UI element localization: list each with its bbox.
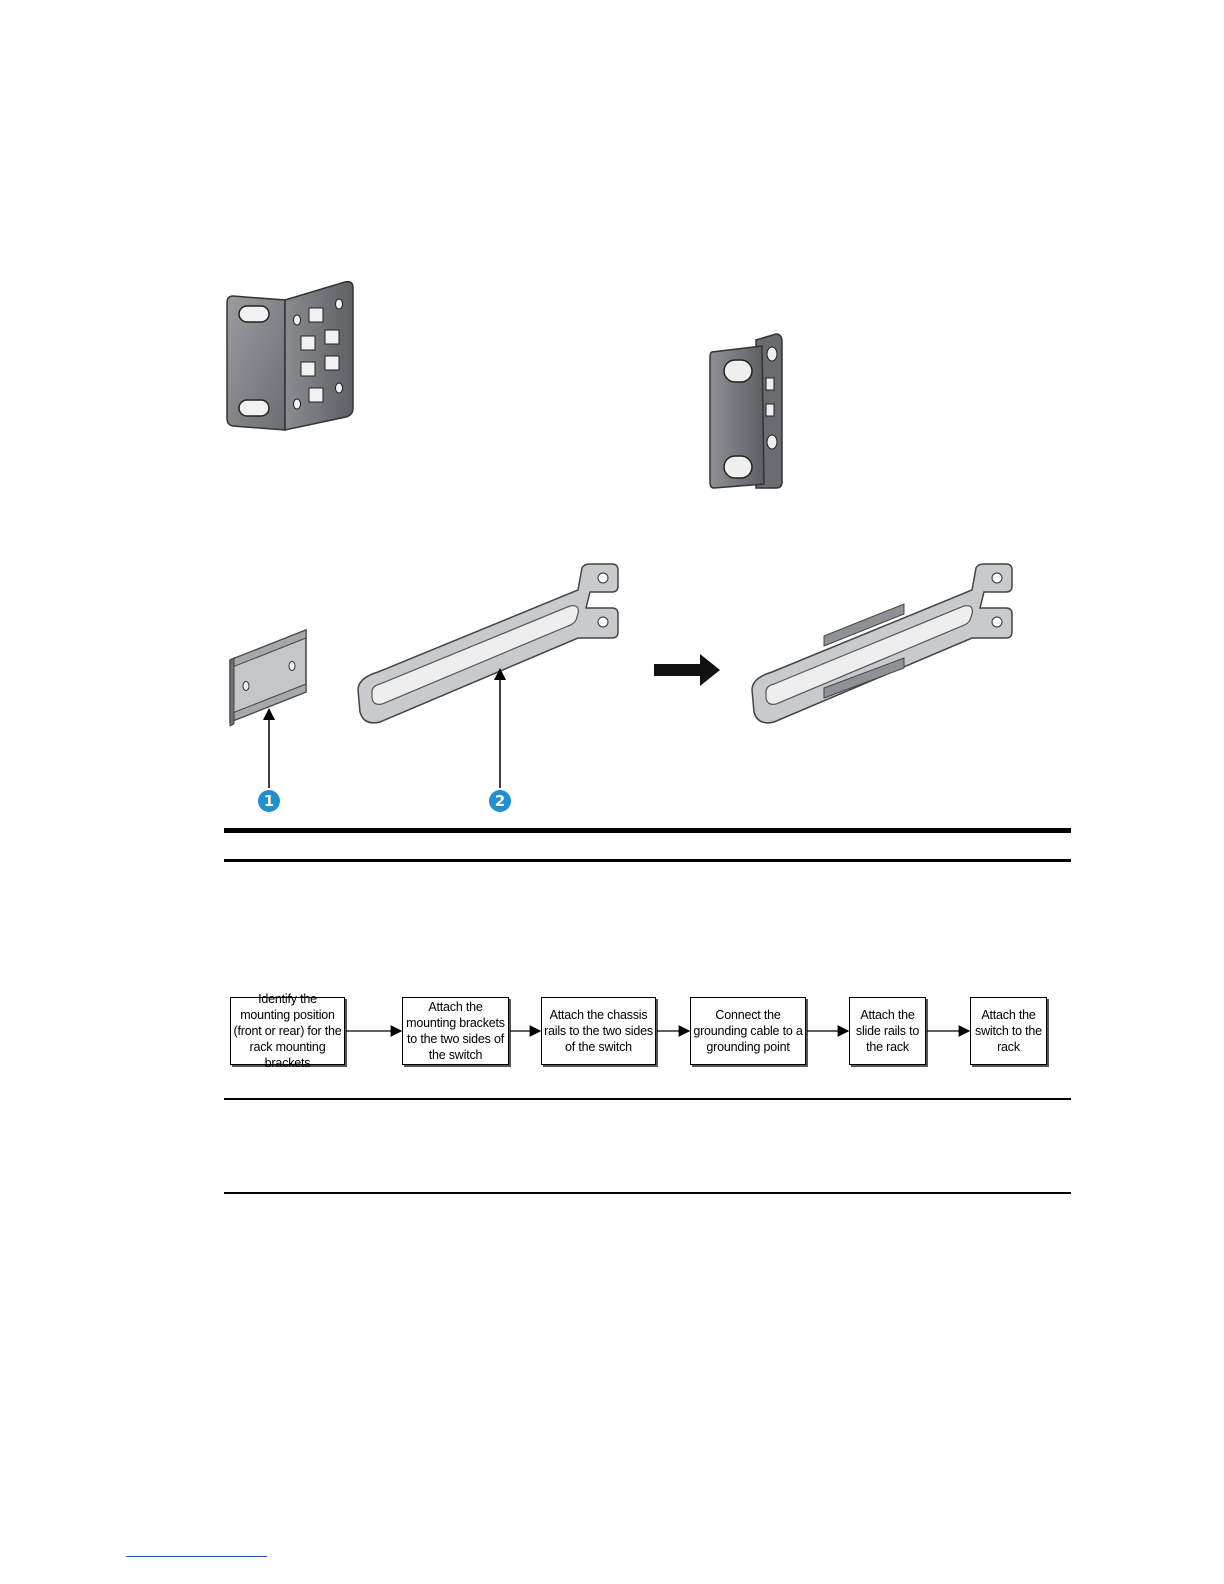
table-bottom-rule [224, 859, 1071, 862]
footer-link-underline [126, 1556, 267, 1557]
callout-2: 2 [489, 790, 511, 812]
flow-step-1: Identify the mounting position (front or rear) for the rack mounting brackets [230, 997, 345, 1065]
flow-step-6: Attach the switch to the rack [970, 997, 1047, 1065]
rear-mounting-bracket-illustration [706, 332, 788, 492]
callout-1: 1 [258, 790, 280, 812]
callout-leader-lines [260, 668, 510, 790]
flow-step-3: Attach the chassis rails to the two sides of the switch [541, 997, 656, 1065]
flow-step-5: Attach the slide rails to the rack [849, 997, 926, 1065]
front-mounting-bracket-illustration [225, 278, 360, 438]
flow-step-2: Attach the mounting brackets to the two sides of the switch [402, 997, 509, 1065]
lower-table-top-rule [224, 1098, 1071, 1100]
table-top-rule [224, 828, 1071, 833]
right-arrow-icon [652, 652, 722, 688]
flow-step-4: Connect the grounding cable to a grounding point [690, 997, 806, 1065]
flowchart-arrows [344, 1020, 974, 1040]
assembled-slide-rail-illustration [750, 562, 1018, 728]
lower-table-bottom-rule [224, 1192, 1071, 1194]
